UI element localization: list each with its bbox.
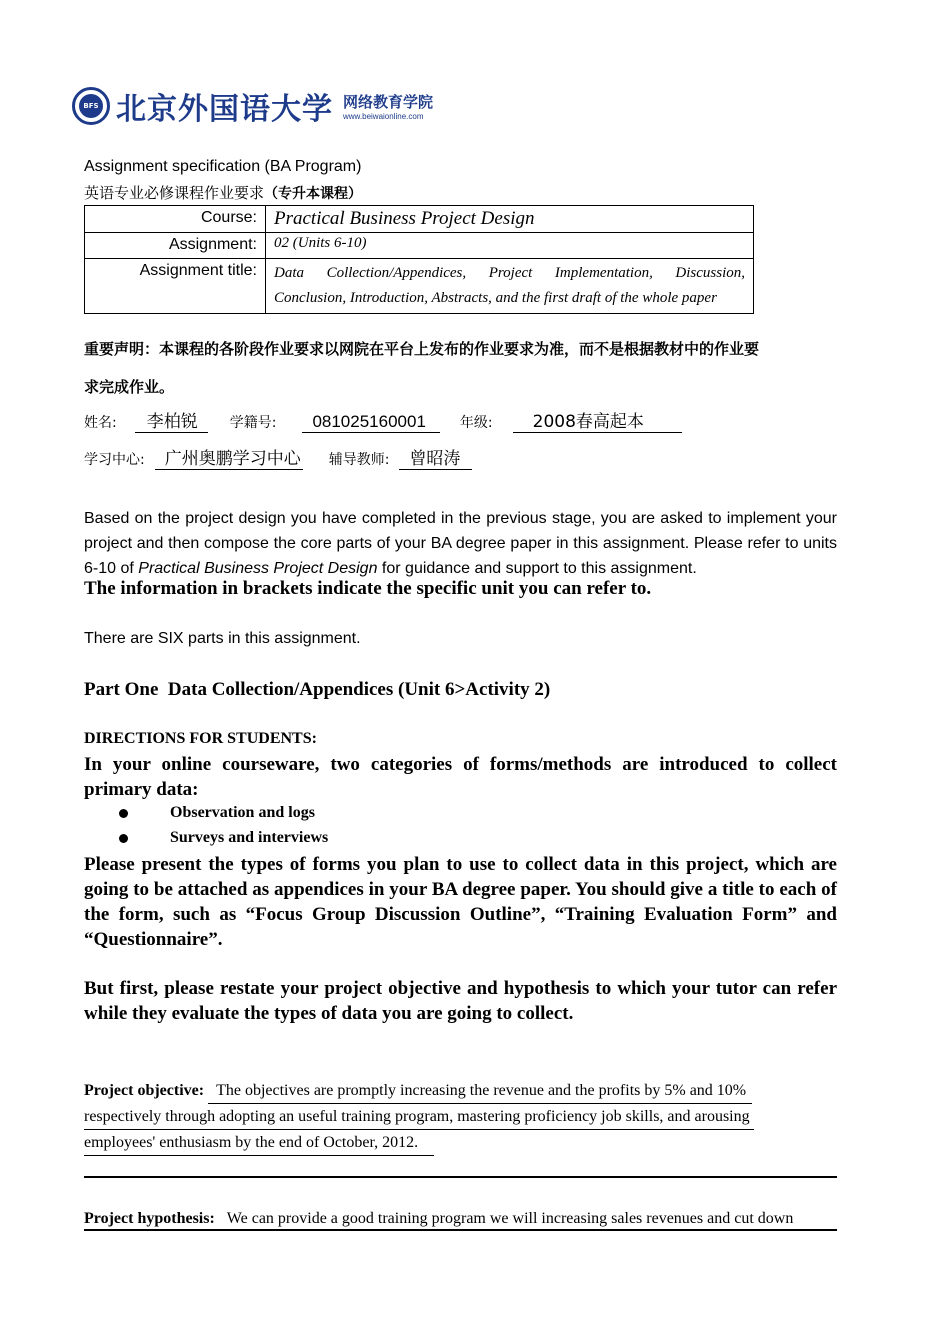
- logo-school-name: 网络教育学院: [343, 93, 434, 111]
- directions-label: DIRECTIONS FOR STUDENTS:: [84, 730, 317, 747]
- list-item: Observation and logs: [170, 804, 315, 821]
- student-id-label: 学籍号:: [229, 415, 277, 431]
- assignment-value: 02 (Units 6-10): [266, 233, 754, 259]
- course-label: Course:: [85, 206, 266, 233]
- table-row: [85, 259, 754, 314]
- bullet-icon: [119, 809, 128, 818]
- restate-paragraph: But first, please restate your project objective and hypothesis to which your tutor can refer while they evaluate the types of data you are going to collect.: [84, 978, 837, 1024]
- assignment-title-label: Assignment title:: [85, 259, 266, 314]
- table-row: [85, 233, 754, 259]
- student-name: 李柏锐: [135, 407, 208, 433]
- forms-paragraph: Please present the types of forms you plan to use to collect data in this project, which are going to be attached as appendices in your BA degree paper. You should give a title to each of the form, such as “Focus Group Discussion Outline”, “Training Evaluation Form” and “Questionnaire”.: [84, 854, 837, 950]
- logo-university-name: 北京外国语大学: [116, 92, 333, 127]
- student-grade: 2008春高起本: [513, 407, 682, 433]
- name-label: 姓名:: [84, 415, 117, 431]
- directions-text: In your online courseware, two categories of forms/methods are introduced to collect primary data:: [84, 754, 837, 800]
- logo-url: www.beiwaionline.com: [343, 112, 424, 121]
- brackets-note: The information in brackets indicate the specific unit you can refer to.: [84, 578, 652, 599]
- six-parts-note: There are SIX parts in this assignment.: [84, 630, 361, 647]
- bullet-icon: [119, 834, 128, 843]
- hypothesis-line-1: We can provide a good training program we will increasing sales revenues and cut down: [226, 1210, 794, 1227]
- objective-line-3: employees' enthusiasm by the end of October, 2012.: [84, 1130, 434, 1156]
- notice-line-1: 重要声明：本课程的各阶段作业要求以网院在平台上发布的作业要求为准，而不是根据教材中的作业要: [84, 340, 760, 358]
- spec-title-en: Assignment specification (BA Program): [84, 158, 362, 175]
- objective-line-2: respectively through adopting an useful training program, mastering proficiency job skills, and arousing: [84, 1104, 754, 1130]
- table-row: [85, 206, 754, 233]
- university-seal-icon: BFS: [72, 87, 110, 125]
- objective-line-1: The objectives are promptly increasing the revenue and the profits by 5% and 10%: [208, 1078, 752, 1104]
- hypothesis-label: Project hypothesis:: [84, 1210, 215, 1227]
- course-title-italic: Practical Business Project Design: [138, 560, 378, 577]
- project-objective: [84, 1078, 754, 1156]
- intro-paragraph: Based on the project design you have completed in the previous stage, you are asked to implement your project and then compose the core parts of your BA degree paper in this assignment. Please refer to units 6-10 of Practical Business Project Design for guidance and support to this assignment.: [84, 510, 837, 577]
- assignment-spec-table: [84, 205, 754, 314]
- learning-center: 广州奥鹏学习中心: [155, 444, 303, 470]
- tutor-label: 辅导教师:: [328, 452, 390, 468]
- university-logo: [72, 84, 433, 128]
- student-info-row-2: [84, 444, 472, 470]
- project-hypothesis: [84, 1206, 793, 1231]
- part-one-heading: Part One Data Collection/Appendices (Unit 6>Activity 2): [84, 679, 551, 700]
- student-id: 081025160001: [302, 412, 439, 433]
- tutor-name: 曾昭涛: [399, 444, 472, 470]
- list-item: Surveys and interviews: [170, 829, 329, 846]
- learning-center-label: 学习中心:: [84, 452, 145, 468]
- notice-line-2: 求完成作业。: [84, 378, 175, 396]
- divider: [84, 1229, 837, 1231]
- student-info-row-1: [84, 407, 682, 433]
- assignment-label: Assignment:: [85, 233, 266, 259]
- assignment-title-value: Data Collection/Appendices, Project Implementation, Discussion, Conclusion, Introduction, Abstracts, and the first draft of the whole paper: [266, 259, 754, 314]
- course-value: Practical Business Project Design: [266, 206, 754, 233]
- grade-label: 年级:: [459, 415, 493, 431]
- divider: [84, 1176, 837, 1178]
- spec-title-cn: 英语专业必修课程作业要求（专升本课程）: [84, 184, 363, 202]
- objective-label: Project objective:: [84, 1082, 205, 1099]
